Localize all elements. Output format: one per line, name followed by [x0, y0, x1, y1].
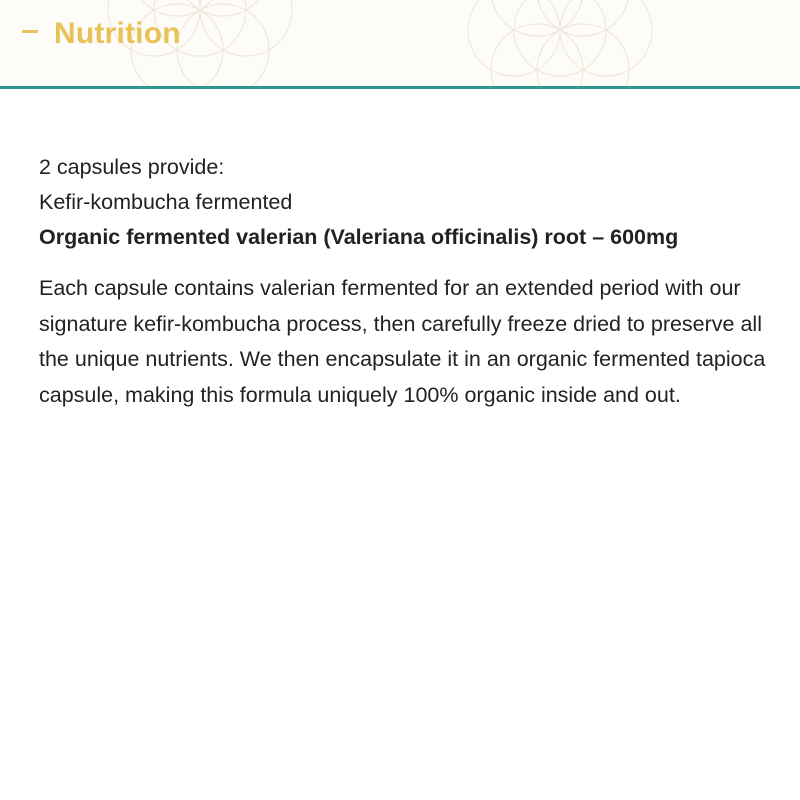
nutrition-accordion-header[interactable] [0, 0, 800, 89]
nutrition-content [39, 150, 784, 413]
serving-line: 2 capsules provide: [39, 155, 225, 179]
process-line: Kefir-kombucha fermented [39, 190, 293, 214]
ingredient-line: Organic fermented valerian (Valeriana officinalis) root – 600mg [39, 225, 679, 249]
minus-icon[interactable] [22, 30, 38, 33]
section-title: Nutrition [54, 17, 181, 50]
description-paragraph: Each capsule contains valerian fermented for an extended period with our signature kefir-kombucha process, then carefully freeze dried to preserve all the unique nutrients. We then encapsulate it in an organic fermented tapioca capsule, making this formula uniquely 100% organic inside and out. [39, 276, 766, 407]
